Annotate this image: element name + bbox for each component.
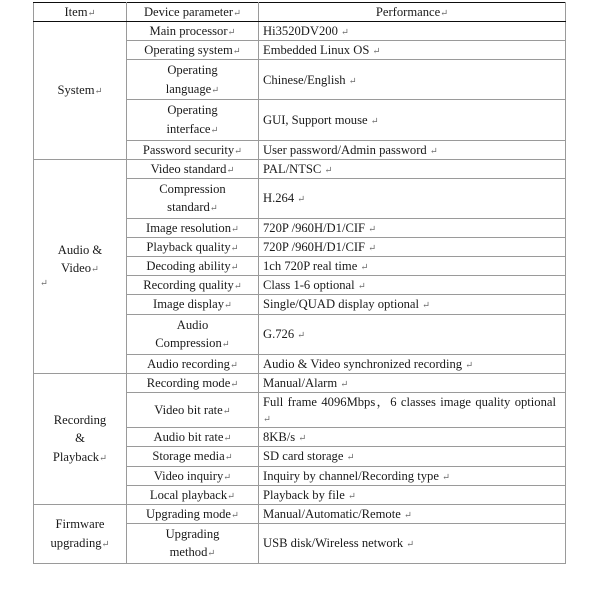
device-parameter-text: Video bit rate (154, 402, 223, 417)
item-category-text: Video (61, 261, 92, 276)
performance-text: GUI, Support mouse (263, 112, 368, 127)
table-header-row (34, 3, 566, 22)
performance-text: 1ch 720P real time (263, 259, 358, 274)
device-parameter-text: Operating (167, 103, 218, 118)
performance-cell (259, 314, 566, 354)
paragraph-mark-icon: ↵ (230, 243, 239, 254)
performance-cell (259, 218, 566, 237)
device-parameter-cell (127, 60, 259, 100)
device-parameter-text: method (169, 545, 208, 560)
paragraph-mark-icon: ↵ (370, 116, 379, 127)
performance-text: Manual/Alarm (263, 375, 338, 390)
performance-cell (259, 447, 566, 466)
paragraph-mark-icon: ↵ (231, 224, 239, 235)
item-category-cell (34, 504, 127, 563)
performance-cell (259, 237, 566, 256)
paragraph-mark-icon: ↵ (233, 9, 242, 19)
paragraph-mark-icon: ↵ (223, 472, 232, 483)
performance-cell (259, 295, 566, 314)
device-parameter-text: Main processor (149, 24, 228, 39)
device-parameter-text: language (165, 81, 212, 96)
performance-text: Class 1-6 optional (263, 278, 355, 293)
paragraph-mark-icon: ↵ (224, 453, 233, 464)
device-parameter-cell (127, 295, 259, 314)
paragraph-mark-icon: ↵ (101, 539, 110, 550)
device-parameter-cell (127, 100, 259, 140)
paragraph-mark-icon: ↵ (227, 28, 236, 39)
item-category-text: Recording (53, 413, 107, 428)
device-parameter-cell (127, 22, 259, 41)
performance-cell (259, 257, 566, 276)
device-parameter-cell (127, 218, 259, 237)
device-parameter-cell (127, 140, 259, 159)
paragraph-mark-icon: ↵ (360, 263, 369, 274)
performance-text: H.264 (263, 191, 295, 206)
device-parameter-cell (127, 178, 259, 218)
performance-text: Single/QUAD display optional (263, 297, 420, 312)
performance-cell (259, 392, 566, 427)
device-parameter-text: Recording mode (146, 375, 231, 390)
paragraph-mark-icon: ↵ (348, 491, 356, 502)
device-parameter-cell (127, 392, 259, 427)
header-performance-text: Performance (375, 5, 441, 19)
device-parameter-text: Password security (142, 142, 235, 157)
item-category-text: Firmware (55, 517, 105, 532)
performance-cell (259, 140, 566, 159)
performance-text: USB disk/Wireless network (263, 536, 404, 551)
device-parameter-cell (127, 159, 259, 178)
performance-cell (259, 159, 566, 178)
paragraph-mark-icon: ↵ (91, 265, 99, 276)
device-parameter-text: Upgrading mode (146, 506, 232, 521)
performance-text: Full frame 4096Mbps，6 classes image quality optional (263, 394, 556, 409)
paragraph-mark-icon: ↵ (229, 360, 238, 371)
device-parameter-cell (127, 354, 259, 373)
performance-cell (259, 466, 566, 485)
device-parameter-text: Video inquiry (153, 468, 224, 483)
device-parameter-cell (127, 276, 259, 295)
performance-text: Manual/Automatic/Remote (263, 506, 401, 521)
paragraph-mark-icon: ↵ (346, 453, 355, 464)
device-parameter-cell (127, 373, 259, 392)
paragraph-mark-icon: ↵ (442, 472, 451, 483)
paragraph-mark-icon: ↵ (324, 165, 333, 176)
device-parameter-cell (127, 466, 259, 485)
item-category-cell (34, 159, 127, 373)
paragraph-mark-icon: ↵ (297, 195, 306, 206)
performance-text: SD card storage (263, 449, 344, 464)
device-parameter-text: Compression (155, 335, 222, 350)
performance-cell (259, 41, 566, 60)
paragraph-mark-icon: ↵ (348, 76, 357, 87)
header-item-text: Item (64, 5, 88, 19)
device-parameter-cell (127, 504, 259, 523)
performance-text: User password/Admin password (263, 142, 427, 157)
header-device-parameter-text: Device parameter (143, 5, 234, 19)
performance-text: Embedded Linux OS (263, 43, 370, 58)
device-specification-table (33, 2, 566, 564)
paragraph-mark-icon: ↵ (40, 278, 48, 289)
device-parameter-text: Playback quality (146, 239, 231, 254)
device-parameter-text: Storage media (152, 449, 225, 464)
performance-text: PAL/NTSC (263, 161, 322, 176)
device-parameter-text: Video standard (150, 161, 227, 176)
table-row (34, 504, 566, 523)
item-category-text: upgrading (50, 535, 102, 550)
performance-cell (259, 428, 566, 447)
device-parameter-text: Audio bit rate (153, 430, 224, 445)
paragraph-mark-icon: ↵ (297, 331, 306, 342)
paragraph-mark-icon: ↵ (223, 434, 232, 445)
paragraph-mark-icon: ↵ (368, 224, 377, 235)
device-parameter-text: Audio recording (147, 356, 230, 371)
device-parameter-cell (127, 237, 259, 256)
device-parameter-text: Image display (153, 297, 225, 312)
performance-cell (259, 178, 566, 218)
performance-cell (259, 485, 566, 504)
item-category-text: Audio & (57, 242, 103, 257)
paragraph-mark-icon: ↵ (227, 491, 236, 502)
header-performance (259, 3, 566, 22)
performance-cell (259, 22, 566, 41)
performance-cell (259, 373, 566, 392)
performance-text: Playback by file (263, 487, 345, 502)
performance-cell (259, 276, 566, 295)
paragraph-mark-icon: ↵ (233, 282, 242, 293)
performance-cell (259, 523, 566, 563)
device-parameter-cell (127, 41, 259, 60)
table-row (34, 159, 566, 178)
paragraph-mark-icon: ↵ (403, 510, 412, 521)
device-parameter-cell (127, 485, 259, 504)
paragraph-mark-icon: ↵ (221, 339, 230, 350)
paragraph-mark-icon: ↵ (465, 360, 474, 371)
performance-text: Audio & Video synchronized recording (263, 356, 463, 371)
performance-cell (259, 354, 566, 373)
device-parameter-text: standard (167, 200, 210, 215)
paragraph-mark-icon: ↵ (422, 301, 431, 312)
paragraph-mark-icon: ↵ (232, 47, 241, 58)
paragraph-mark-icon: ↵ (341, 28, 349, 39)
performance-text: Chinese/English (263, 72, 346, 87)
item-category-cell (34, 373, 127, 504)
performance-text: Hi3520DV200 (263, 24, 338, 39)
paragraph-mark-icon: ↵ (440, 9, 449, 19)
item-category-text: Playback (52, 449, 100, 464)
paragraph-mark-icon: ↵ (222, 406, 231, 417)
item-category-text: & (75, 431, 85, 446)
paragraph-mark-icon: ↵ (211, 85, 220, 96)
paragraph-mark-icon: ↵ (372, 47, 381, 58)
table-row (34, 373, 566, 392)
performance-cell (259, 60, 566, 100)
device-parameter-text: Local playback (149, 487, 228, 502)
header-device-parameter (127, 3, 259, 22)
paragraph-mark-icon: ↵ (224, 301, 232, 312)
paragraph-mark-icon: ↵ (230, 263, 239, 274)
paragraph-mark-icon: ↵ (340, 379, 349, 390)
device-parameter-cell (127, 314, 259, 354)
device-parameter-text: Decoding ability (146, 259, 231, 274)
device-parameter-text: Audio (176, 317, 209, 332)
device-parameter-text: Operating system (144, 43, 233, 58)
performance-text: 8KB/s (263, 430, 296, 445)
paragraph-mark-icon: ↵ (87, 9, 96, 19)
device-parameter-text: Operating (167, 63, 218, 78)
item-category-text: System (57, 83, 95, 98)
device-parameter-text: Image resolution (146, 220, 231, 235)
paragraph-mark-icon: ↵ (263, 415, 271, 426)
device-parameter-text: Compression (159, 181, 226, 196)
paragraph-mark-icon: ↵ (231, 510, 239, 521)
paragraph-mark-icon: ↵ (234, 146, 243, 157)
performance-text: G.726 (263, 327, 295, 342)
device-parameter-cell (127, 257, 259, 276)
paragraph-mark-icon: ↵ (357, 282, 366, 293)
header-item (34, 3, 127, 22)
device-parameter-text: interface (166, 121, 211, 136)
performance-text: 720P /960H/D1/CIF (263, 220, 366, 235)
paragraph-mark-icon: ↵ (209, 204, 218, 215)
paragraph-mark-icon: ↵ (207, 549, 216, 560)
paragraph-mark-icon: ↵ (406, 540, 415, 551)
device-parameter-text: Upgrading (165, 526, 220, 541)
device-parameter-text: Recording quality (143, 278, 234, 293)
table-body (34, 3, 566, 564)
paragraph-mark-icon: ↵ (94, 87, 103, 98)
paragraph-mark-icon: ↵ (226, 165, 235, 176)
device-parameter-cell (127, 447, 259, 466)
device-parameter-cell (127, 523, 259, 563)
performance-text: 720P /960H/D1/CIF (263, 239, 366, 254)
paragraph-mark-icon: ↵ (99, 453, 108, 464)
paragraph-mark-icon: ↵ (230, 379, 239, 390)
performance-cell (259, 100, 566, 140)
device-parameter-cell (127, 428, 259, 447)
paragraph-mark-icon: ↵ (368, 243, 377, 254)
paragraph-mark-icon: ↵ (298, 434, 307, 445)
item-category-cell (34, 22, 127, 160)
paragraph-mark-icon: ↵ (429, 146, 438, 157)
table-row (34, 22, 566, 41)
paragraph-mark-icon: ↵ (210, 125, 219, 136)
performance-text: Inquiry by channel/Recording type (263, 468, 439, 483)
performance-cell (259, 504, 566, 523)
